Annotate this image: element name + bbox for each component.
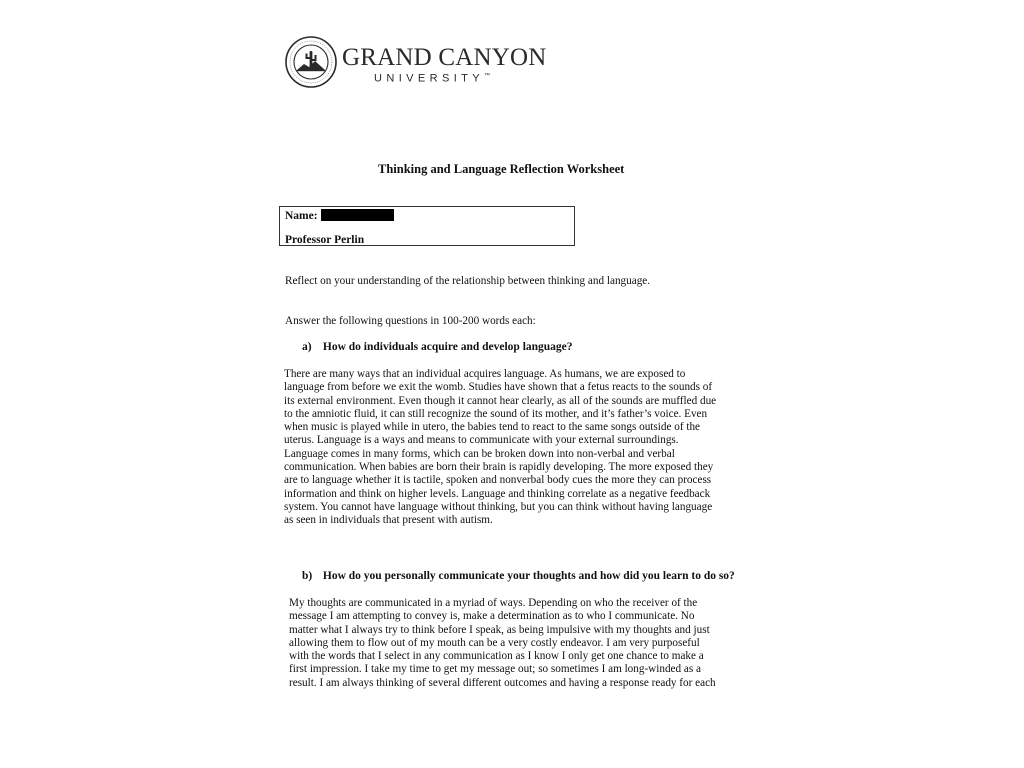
- question-b-text: How do you personally communicate your thoughts and how did you learn to do so?: [322, 570, 735, 582]
- answer-a: [284, 368, 716, 528]
- answer-a-line: system. You cannot have language without thinking, but you can think without having language: [284, 500, 713, 513]
- question-a: [302, 341, 573, 353]
- name-label: Name:: [285, 210, 318, 222]
- answer-b-line: first impression. I take my time to get my message out; so sometimes I am long-winded as a: [289, 663, 701, 676]
- name-box: [279, 206, 575, 246]
- answer-b-line: with the words that I select in any communication as I know I only get one chance to make a: [289, 650, 704, 663]
- answer-b-line: My thoughts are communicated in a myriad of ways. Depending on who the receiver of the: [289, 597, 698, 609]
- answer-a-line: to the amniotic fluid, it can still recognize the sound of its mother, and it’s father’s voice. Even: [284, 407, 708, 420]
- answer-b-line: allowing them to flow out of my mouth can be a very costly endeavor. I am very purposeful: [289, 636, 700, 649]
- answer-b-line: message I am attempting to convey is, make a determination as to who I communicate. No: [289, 610, 695, 623]
- logo-subtitle: UNIVERSITY™: [374, 72, 491, 85]
- intro-text: Reflect on your understanding of the relationship between thinking and language.: [285, 275, 651, 287]
- redacted-name: [321, 209, 394, 221]
- answer-a-line: communication. When babies are born their brain is rapidly developing. The more exposed they: [284, 461, 714, 474]
- worksheet-title: Thinking and Language Reflection Worksheet: [378, 162, 625, 176]
- answer-a-line: Language comes in many forms, which can be broken down into non-verbal and verbal: [284, 447, 675, 460]
- answer-a-line: its external environment. Even though it cannot hear clearly, as all of the sounds are muffled due: [284, 394, 717, 407]
- answer-a-line: uterus. Language is a ways and means to communicate with your external surroundings.: [284, 434, 679, 447]
- question-b-label: b): [302, 570, 313, 582]
- university-logo: [285, 36, 545, 88]
- answer-b-line: matter what I always try to think before I speak, as being impulsive with my thoughts and just: [289, 623, 710, 636]
- answer-a-line: information and think on higher levels. Language and thinking correlate as a negative feedback: [284, 487, 711, 500]
- university-seal-icon: [285, 36, 337, 88]
- logo-wordmark: GRAND CANYON: [342, 44, 547, 71]
- name-row: [285, 209, 394, 222]
- answer-b-line: result. I am always thinking of several different outcomes and having a response ready for each: [289, 676, 716, 689]
- answer-a-line: are to language whether it is tactile, spoken and nonverbal body cues the more they can process: [284, 474, 712, 487]
- question-b: [302, 570, 735, 582]
- answer-a-line: as seen in individuals that present with autism.: [284, 514, 493, 527]
- instructions-text: Answer the following questions in 100-200 words each:: [285, 315, 536, 327]
- answer-a-line: when music is played while in utero, the babies tend to react to the same songs outside of the: [284, 421, 701, 434]
- answer-b: [289, 597, 716, 690]
- question-a-text: How do individuals acquire and develop language?: [322, 341, 573, 353]
- question-a-label: a): [302, 341, 312, 353]
- professor-name: Professor Perlin: [285, 234, 365, 246]
- answer-a-line: There are many ways that an individual acquires language. As humans, we are exposed to: [284, 368, 686, 380]
- answer-a-line: language from before we exit the womb. Studies have shown that a fetus reacts to the sounds of: [284, 381, 713, 394]
